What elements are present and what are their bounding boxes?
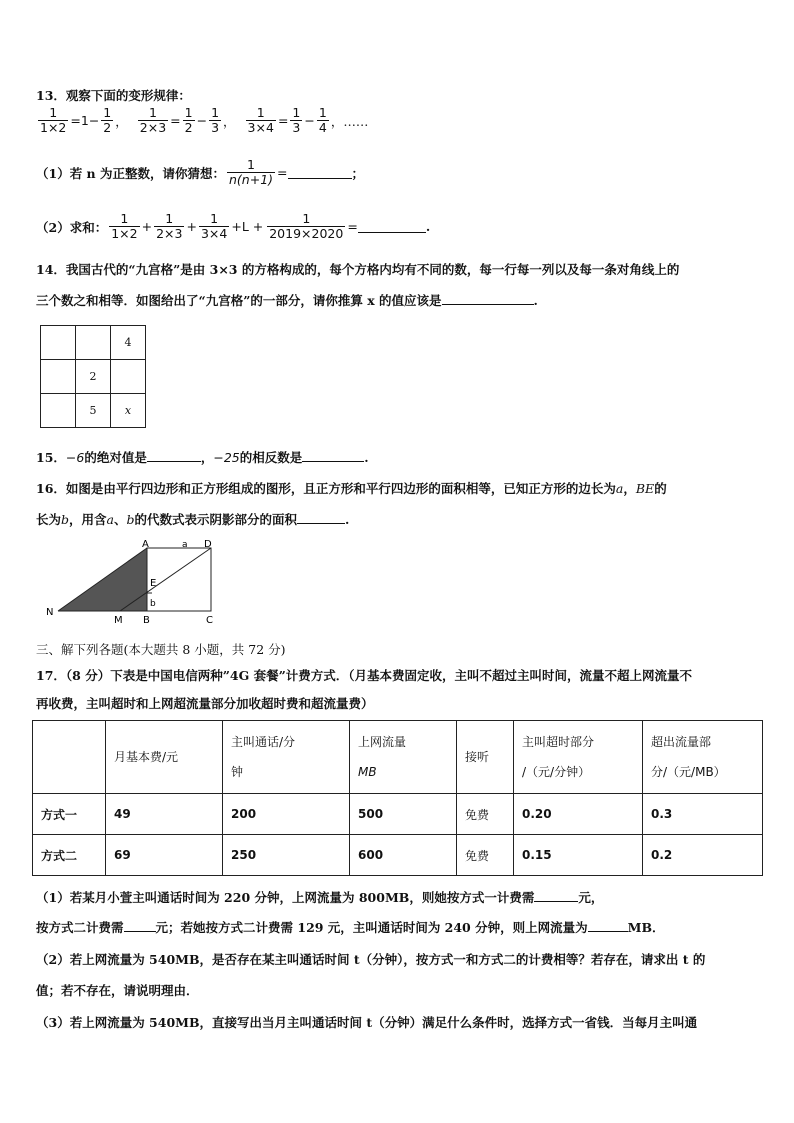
q17-line1: 17．（8 分）下表是中国电信两种”4G 套餐”计费方式．（月基本费固定收，主叫不超过主叫时间，流量不超上网流量不 <box>36 668 693 683</box>
answer-blank[interactable] <box>302 449 364 462</box>
label-C: C <box>206 615 213 626</box>
grid-cell: 5 <box>76 394 111 428</box>
table-row <box>33 835 763 876</box>
table-cell: 0.3 <box>643 794 763 835</box>
answer-blank[interactable] <box>358 220 426 233</box>
answer-blank[interactable] <box>124 919 156 932</box>
q13-pattern: $\frac{1}{1\times 2}$ =1− $\frac{1}{2}$ ， $\frac{1}{2\times 3}$ = $\frac{1}{2}$ − $\frac{1}{3}$ ， $\frac{1}{3\times 4}$ = $\frac{1}{3}$ − $\frac{1}{4}$ ，…… <box>40 105 369 136</box>
table-header-cell: 接听 <box>457 721 514 794</box>
section-heading: 三、解下列各题(本大题共 8 小题，共 72 分) <box>36 642 286 657</box>
table-cell: 49 <box>106 794 223 835</box>
q15: 15．−6的绝对值是 ，−25的相反数是 . <box>36 450 369 465</box>
plan-table <box>32 720 763 876</box>
table-header-cell <box>33 721 106 794</box>
fraction: $\frac{1}{2\times 3}$ <box>139 105 167 136</box>
fraction: $\frac{1}{n(n+1)}$ <box>229 157 274 188</box>
table-cell: 600 <box>350 835 457 876</box>
table-cell: 0.2 <box>643 835 763 876</box>
label-N: N <box>46 607 54 618</box>
label-M: M <box>114 615 123 626</box>
grid-cell <box>111 360 146 394</box>
fraction: $\frac{1}{2\times 3}$ <box>156 211 183 242</box>
q13-part1: （1）若 n 为正整数，请你猜想： $\frac{1}{n(n+1)}$ = ； <box>36 157 365 188</box>
label-a: a <box>182 540 188 550</box>
q17-part1-line2: 按方式二计费需 元；若她按方式二计费需 129 元，主叫通话时间为 240 分钟，则上网流量为 MB． <box>36 920 665 935</box>
nine-grid <box>40 325 146 428</box>
label-b: b <box>150 599 156 609</box>
label-E: E <box>150 578 157 589</box>
grid-cell: 2 <box>76 360 111 394</box>
fraction: $\frac{1}{2}$ <box>184 105 193 136</box>
q17-part2-line1: （2）若上网流量为 540MB，是否存在某主叫通话时间 t（分钟），按方式一和方式二的计费相等？若存在，请求出 t 的 <box>36 952 706 967</box>
q13-title: 13．观察下面的变形规律： <box>36 88 191 103</box>
fraction: $\frac{1}{1\times 2}$ <box>40 105 67 136</box>
grid-cell: x <box>111 394 146 428</box>
fraction: $\frac{1}{3}$ <box>292 105 301 136</box>
fraction: $\frac{1}{3\times 4}$ <box>200 211 228 242</box>
grid-cell <box>41 360 76 394</box>
table-cell: 方式二 <box>33 835 106 876</box>
fraction: $\frac{1}{1\times 2}$ <box>111 211 138 242</box>
q17-part2-line2: 值；若不存在，请说明理由． <box>36 983 199 998</box>
table-cell: 免费 <box>457 835 514 876</box>
table-cell: 免费 <box>457 794 514 835</box>
q17-line2: 再收费，主叫超时和上网超流量部分加收超时费和超流量费） <box>36 696 374 711</box>
table-header-row <box>33 721 763 794</box>
q14-line1: 14．我国古代的“九宫格”是由 3×3 的方格构成的，每个方格内均有不同的数，每一行每一列以及每一条对角线上的 <box>36 262 680 277</box>
answer-blank[interactable] <box>147 449 201 462</box>
table-header-cell: 上网流量 MB <box>350 721 457 794</box>
q16-line2: 长为b，用含a、b的代数式表示阴影部分的面积 . <box>36 512 350 527</box>
answer-blank[interactable] <box>442 292 534 305</box>
answer-blank[interactable] <box>297 511 345 524</box>
table-cell: 250 <box>223 835 350 876</box>
q16-line1: 16．如图是由平行四边形和正方形组成的图形，且正方形和平行四边形的面积相等，已知正方形的边长为a，BE的 <box>36 481 667 496</box>
table-row <box>33 794 763 835</box>
q13-part2: （2）求和： $\frac{1}{1\times 2}$ + $\frac{1}{2\times 3}$ + $\frac{1}{3\times 4}$ +L + $\frac{1}{2019\times 2020}$ = . <box>36 211 431 242</box>
table-cell: 方式一 <box>33 794 106 835</box>
fraction: $\frac{1}{3\times 4}$ <box>247 105 274 136</box>
label-B: B <box>143 615 150 626</box>
grid-cell <box>41 394 76 428</box>
q14-line2: 三个数之和相等．如图给出了“九宫格”的一部分，请你推算 x 的值应该是 . <box>36 293 538 308</box>
grid-cell <box>41 326 76 360</box>
table-cell: 200 <box>223 794 350 835</box>
label-A: A <box>142 539 149 550</box>
answer-blank[interactable] <box>588 919 628 932</box>
table-cell: 69 <box>106 835 223 876</box>
table-header-cell: 主叫超时部分 /（元/分钟） <box>514 721 643 794</box>
fraction: $\frac{1}{4}$ <box>318 105 327 136</box>
answer-blank[interactable] <box>534 889 578 902</box>
q17-part3-line1: （3）若上网流量为 540MB，直接写出当月主叫通话时间 t（分钟）满足什么条件时，选择方式一省钱．当每月主叫通 <box>36 1015 698 1030</box>
label-D: D <box>204 539 212 550</box>
table-cell: 0.15 <box>514 835 643 876</box>
square <box>147 548 211 611</box>
fraction: $\frac{1}{2}$ <box>103 105 112 136</box>
fraction: $\frac{1}{2019\times 2020}$ <box>269 211 344 242</box>
table-header-cell: 超出流量部 分/（元/MB） <box>643 721 763 794</box>
grid-cell <box>76 326 111 360</box>
answer-blank[interactable] <box>288 166 352 179</box>
table-cell: 500 <box>350 794 457 835</box>
q17-part1-line1: （1）若某月小萱主叫通话时间为 220 分钟，上网流量为 800MB，则她按方式一计费需 元， <box>36 890 604 905</box>
fraction: $\frac{1}{3}$ <box>211 105 220 136</box>
q16-figure <box>40 538 220 626</box>
table-header-cell: 月基本费/元 <box>106 721 223 794</box>
grid-cell: 4 <box>111 326 146 360</box>
table-header-cell: 主叫通话/分 钟 <box>223 721 350 794</box>
table-cell: 0.20 <box>514 794 643 835</box>
